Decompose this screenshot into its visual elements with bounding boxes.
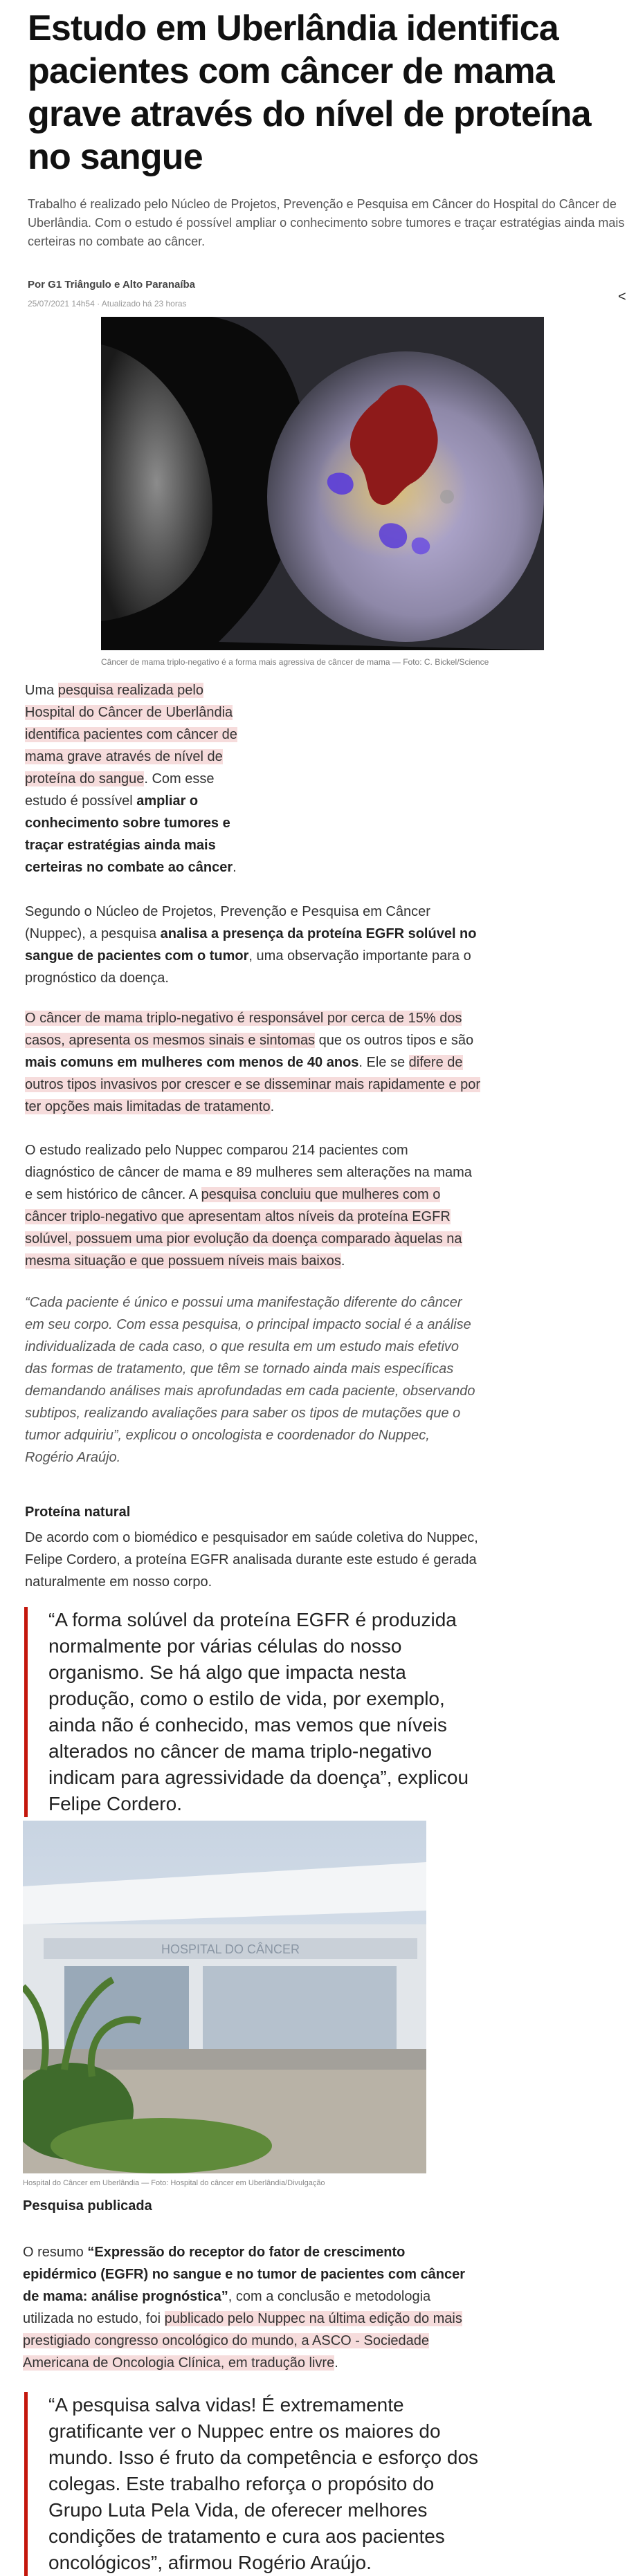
text: . Ele se: [358, 1055, 409, 1070]
text: O estudo realizado pelo Nuppec comparou 214 pacientes com diagnóstico de câncer de mama e 89 mulheres sem alterações na mama e sem histórico de câncer. A: [25, 1143, 472, 1202]
paragraph-triple-negative: [25, 1007, 482, 1118]
text: .: [334, 2355, 338, 2371]
paragraph-nuppec: [25, 901, 482, 989]
pull-quote-araujo: “A pesquisa salva vidas! É extremamente gratificante ver o Nuppec entre os maiores do mundo. Isso é fruto da competência e esforço dos colegas. Este trabalho reforça o propósito do Grupo Luta Pela Vida, de oferecer melhores condições de tratamento e cura aos pacientes oncológicos”, afirmou Rogério Araújo.: [24, 2392, 491, 2576]
section-heading-pesquisa: Pesquisa publicada: [23, 2198, 152, 2214]
byline: Por G1 Triângulo e Alto Paranaíba: [28, 279, 195, 291]
bold-text: “Expressão do receptor do fator de crescimento epidérmico (EGFR) no sangue e no tumor de pacientes com câncer de mama: análise prognóstica”: [23, 2245, 466, 2304]
text: .: [270, 1099, 275, 1114]
paragraph-intro: [25, 679, 239, 878]
text: O resumo: [23, 2245, 88, 2260]
text: que os outros tipos e são: [315, 1033, 474, 1048]
text: Uma: [25, 683, 58, 698]
text: . Com esse estudo é possível: [25, 771, 215, 809]
hospital-sign-text: HOSPITAL DO CÂNCER: [161, 1942, 300, 1956]
section-heading-proteina: Proteína natural: [25, 1505, 131, 1520]
paragraph-protein: De acordo com o biomédico e pesquisador em saúde coletiva do Nuppec, Felipe Cordero, a proteína EGFR analisada durante este estudo é gerada naturalmente em nosso corpo.: [25, 1530, 478, 1590]
highlighted-text: O câncer de mama triplo-negativo é responsável por cerca de 15% dos casos, apresenta os mesmos sinais e sintomas: [25, 1011, 462, 1048]
article-title: Estudo em Uberlândia identifica pacientes com câncer de mama grave através do nível de proteína no sangue: [28, 8, 591, 177]
paragraph-study-results: [25, 1139, 482, 1272]
highlighted-text: pesquisa realizada pelo Hospital do Câncer de Uberlândia identifica pacientes com câncer de mama grave através de nível de proteína do sangue: [25, 683, 237, 786]
hospital-photo-svg: [23, 1821, 426, 2173]
highlighted-text: pesquisa concluiu que mulheres com o câncer triplo-negativo que apresentam altos níveis da proteína EGFR solúvel, possuem uma pior evolução da doença comparado àquelas na mesma situação e que possuem níveis mais baixos: [25, 1187, 462, 1269]
hospital-photo-caption: Hospital do Câncer em Uberlândia — Foto: Hospital do câncer em Uberlândia/Divulgação: [23, 2179, 325, 2187]
text: , uma observação importante para o prognóstico da doença.: [25, 948, 471, 986]
share-icon[interactable]: <: [618, 289, 626, 304]
highlighted-text: publicado pelo Nuppec na última edição do mais prestigiado congresso oncológico do mundo, a ASCO - Sociedade Americana de Oncologia Clínica, em tradução livre: [23, 2311, 462, 2371]
text: .: [233, 860, 237, 875]
breast-illustration-svg: [101, 317, 544, 650]
breast-cancer-illustration: [101, 317, 544, 650]
bold-text: ampliar o conhecimento sobre tumores e traçar estratégias ainda mais certeiras no combate ao câncer: [25, 793, 233, 875]
article-subtitle: Trabalho é realizado pelo Núcleo de Projetos, Prevenção e Pesquisa em Câncer do Hospital do Câncer de Uberlândia. Com o estudo é possível ampliar o conhecimento sobre tumores e traçar estratégias ainda mais certeiras no combate ao câncer.: [28, 197, 625, 248]
text: , com a conclusão e metodologia utilizada no estudo, foi: [23, 2289, 431, 2326]
bold-text: mais comuns em mulheres com menos de 40 anos: [25, 1055, 359, 1070]
bold-text: analisa a presença da proteína EGFR solúvel no sangue de pacientes com o tumor: [25, 926, 477, 964]
main-image-caption: Câncer de mama triplo-negativo é a forma mais agressiva de câncer de mama — Foto: C. Bickel/Science: [101, 657, 489, 667]
text: .: [340, 1253, 345, 1269]
hospital-photo: [23, 1821, 426, 2173]
pull-quote-cordero: “A forma solúvel da proteína EGFR é produzida normalmente por várias células do nosso organismo. Se há algo que impacta nesta produção, como o estilo de vida, por exemplo, ainda não é conhecido, mas vemos que níveis alterados no câncer de mama triplo-negativo indicam para agressividade da doença”, explicou Felipe Cordero.: [24, 1607, 491, 1817]
text: Segundo o Núcleo de Projetos, Prevenção e Pesquisa em Câncer (Nuppec), a pesquisa: [25, 904, 430, 941]
paragraph-publication: [23, 2241, 473, 2374]
highlighted-text: difere de outros tipos invasivos por crescer e se disseminar mais rapidamente e por ter opções mais limitadas de tratamento: [25, 1055, 481, 1114]
publish-date: 25/07/2021 14h54 · Atualizado há 23 horas: [28, 299, 187, 309]
paragraph-quote-oncologist: “Cada paciente é único e possui uma manifestação diferente do câncer em seu corpo. Com essa pesquisa, o principal impacto social é a análise individualizada de cada caso, o que resulta em um estudo mais efetivo das formas de tratamento, que têm se tornado ainda mais específicas demandando análises mais aprofundadas em cada paciente, observando subtipos, realizando avaliações para saber os tipos de mutações que o tumor adquiriu”, explicou o oncologista e coordenador do Nuppec, Rogério Araújo.: [25, 1295, 475, 1465]
